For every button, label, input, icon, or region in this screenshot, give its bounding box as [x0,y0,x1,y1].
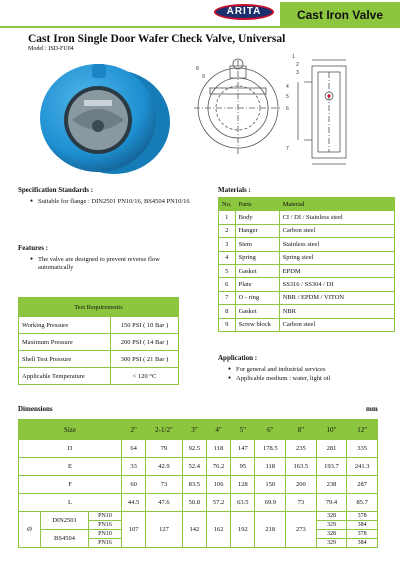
phi-value-10: 328 [316,530,347,539]
dimension-value: 79 [146,440,183,458]
dimension-value: 44.5 [122,494,146,512]
phi-pn: PN10 [89,512,122,521]
header [0,0,400,30]
dimension-value: 83.5 [182,476,206,494]
dimension-value: 92.5 [182,440,206,458]
materials-part: Stem [235,238,279,251]
features-title: Features : [18,244,48,252]
test-label: Maximum Pressure [19,334,111,351]
materials-row [219,211,395,224]
dimension-value: 47.6 [146,494,183,512]
phi-value: 162 [206,512,230,548]
materials-part: Screw block [235,318,279,331]
size-header: 5" [231,420,255,440]
materials-header-no: No. [219,198,236,211]
test-label: Applicable Temperature [19,368,111,385]
materials-no: 4 [219,251,236,264]
dimension-value: 150 [255,476,286,494]
materials-part: Gasket [235,305,279,318]
callout-5: 5 [286,94,289,100]
application-item: ● Applicable medium : water, light oil [228,375,388,383]
materials-part: Plate [235,278,279,291]
features-item: ● The valve are designed to prevent reverse flow automatically [30,256,180,272]
test-value: 150 PSI ( 10 Bar ) [111,317,179,334]
phi-standard: BS4504 [41,530,89,548]
phi-value-12: 378 [347,512,378,521]
dimensions-row-d [19,440,378,458]
materials-part: Spring [235,251,279,264]
phi-standard: DIN2501 [41,512,89,530]
materials-row [219,291,395,304]
materials-material: SS316 / SS304 / DI [279,278,394,291]
callout-3: 3 [296,70,299,76]
dimension-value: 178.5 [255,440,286,458]
phi-value-12: 378 [347,530,378,539]
dimension-value: 335 [347,440,378,458]
dimension-value: 69.9 [255,494,286,512]
size-header: 8" [286,420,317,440]
materials-row [219,264,395,277]
dimension-label: E [19,458,122,476]
dimension-value: 95 [231,458,255,476]
header-banner: Cast Iron Valve [280,2,400,28]
materials-row [219,305,395,318]
phi-pn: PN16 [89,539,122,548]
phi-value-12: 384 [347,539,378,548]
materials-part: Gasket [235,264,279,277]
materials-material: CI / DI / Stainless steel [279,211,394,224]
callout-4: 4 [286,84,289,90]
materials-table [218,197,395,332]
materials-part: O - ring [235,291,279,304]
materials-material: NBR [279,305,394,318]
dimension-value: 128 [231,476,255,494]
materials-no: 5 [219,264,236,277]
test-value: 300 PSI ( 21 Bar ) [111,351,179,368]
phi-value: 218 [255,512,286,548]
size-header: 6" [255,420,286,440]
test-label: Shell Test Pressure [19,351,111,368]
dimensions-size-label: Size [19,420,122,440]
application-item: ● For general and industrial services [228,366,388,374]
dimension-value: 85.7 [347,494,378,512]
test-row [19,334,179,351]
dimension-value: 235 [286,440,317,458]
dimensions-row-l [19,494,378,512]
callout-6: 6 [286,106,289,112]
materials-no: 3 [219,238,236,251]
dimension-value: 50.8 [182,494,206,512]
phi-value: 192 [231,512,255,548]
test-row [19,317,179,334]
dimension-value: 63.5 [231,494,255,512]
test-title: Test Requirements [19,298,179,317]
phi-value: 107 [122,512,146,548]
dimension-value: 193.7 [316,458,347,476]
callout-8: 8 [196,66,199,72]
dimension-value: 287 [347,476,378,494]
callout-9: 9 [202,74,205,80]
materials-no: 1 [219,211,236,224]
dimensions-title: Dimensions [18,405,53,413]
dimension-value: 33 [122,458,146,476]
page-title: Cast Iron Single Door Wafer Check Valve, Universal [28,33,286,45]
materials-no: 2 [219,224,236,237]
materials-header-material: Material [279,198,394,211]
valve-technical-drawing [186,52,370,170]
phi-value-10: 329 [316,521,347,530]
dimension-value: 76.2 [206,458,230,476]
phi-value: 273 [286,512,317,548]
dimension-value: 118 [206,440,230,458]
dimensions-row-f [19,476,378,494]
dimensions-header-row [19,420,378,440]
size-header: 12" [347,420,378,440]
dimension-value: 163.5 [286,458,317,476]
materials-no: 6 [219,278,236,291]
materials-material: EPDM [279,264,394,277]
materials-material: Spring steel [279,251,394,264]
callout-7: 7 [286,146,289,152]
specification-item: ● Suitable for flange : DIN2501 PN10/16, BS4504 PN10/16 [30,198,190,206]
materials-row [219,318,395,331]
size-header: 10" [316,420,347,440]
size-header: 2" [122,420,146,440]
dimension-label: F [19,476,122,494]
brand-logo: ARITA [214,4,274,20]
dimension-value: 147 [231,440,255,458]
materials-material: Carbon steel [279,318,394,331]
dimension-value: 57.2 [206,494,230,512]
dimension-value: 106 [206,476,230,494]
valve-product-image [26,62,176,177]
test-header-row [19,298,179,317]
dimension-value: 73 [286,494,317,512]
size-header: 2-1/2" [146,420,183,440]
dimension-value: 118 [255,458,286,476]
phi-value-12: 384 [347,521,378,530]
materials-row [219,278,395,291]
dimension-value: 60 [122,476,146,494]
dimension-value: 281 [316,440,347,458]
materials-no: 8 [219,305,236,318]
dimension-value: 73 [146,476,183,494]
header-divider [0,26,400,28]
dimensions-row-phi [19,512,378,521]
phi-pn: PN10 [89,530,122,539]
callout-2: 2 [296,62,299,68]
materials-no: 9 [219,318,236,331]
phi-value: 127 [146,512,183,548]
model-number: Model : ISD-FU04 [28,46,74,52]
callout-1: 1 [292,54,295,60]
dimension-value: 238 [316,476,347,494]
materials-no: 7 [219,291,236,304]
test-row [19,351,179,368]
materials-material: Stainless steel [279,238,394,251]
size-header: 4" [206,420,230,440]
materials-header-row [219,198,395,211]
test-label: Working Pressure [19,317,111,334]
test-value: < 120 °C [111,368,179,385]
specification-title: Specification Standards : [18,186,94,194]
dimension-value: 52.4 [182,458,206,476]
phi-value: 142 [182,512,206,548]
dimension-value: 241.3 [347,458,378,476]
dimension-value: 42.9 [146,458,183,476]
dimension-label: L [19,494,122,512]
phi-symbol: Ø [19,512,41,548]
dimension-label: D [19,440,122,458]
size-header: 3" [182,420,206,440]
phi-value-10: 328 [316,512,347,521]
materials-row [219,224,395,237]
materials-header-parts: Parts [235,198,279,211]
test-row [19,368,179,385]
dimensions-unit: mm [366,405,378,413]
materials-part: Body [235,211,279,224]
phi-value-10: 329 [316,539,347,548]
materials-part: Hanger [235,224,279,237]
materials-row [219,251,395,264]
materials-title: Materials : [218,186,251,194]
phi-pn: PN16 [89,521,122,530]
dimension-value: 64 [122,440,146,458]
test-value: 200 PSI ( 14 Bar ) [111,334,179,351]
dimension-value: 200 [286,476,317,494]
test-requirements-table [18,297,179,385]
dimensions-row-e [19,458,378,476]
materials-material: NBR / EPDM / VITON [279,291,394,304]
materials-row [219,238,395,251]
dimensions-table [18,419,378,548]
dimension-value: 79.4 [316,494,347,512]
materials-material: Carbon steel [279,224,394,237]
application-title: Application : [218,354,258,362]
